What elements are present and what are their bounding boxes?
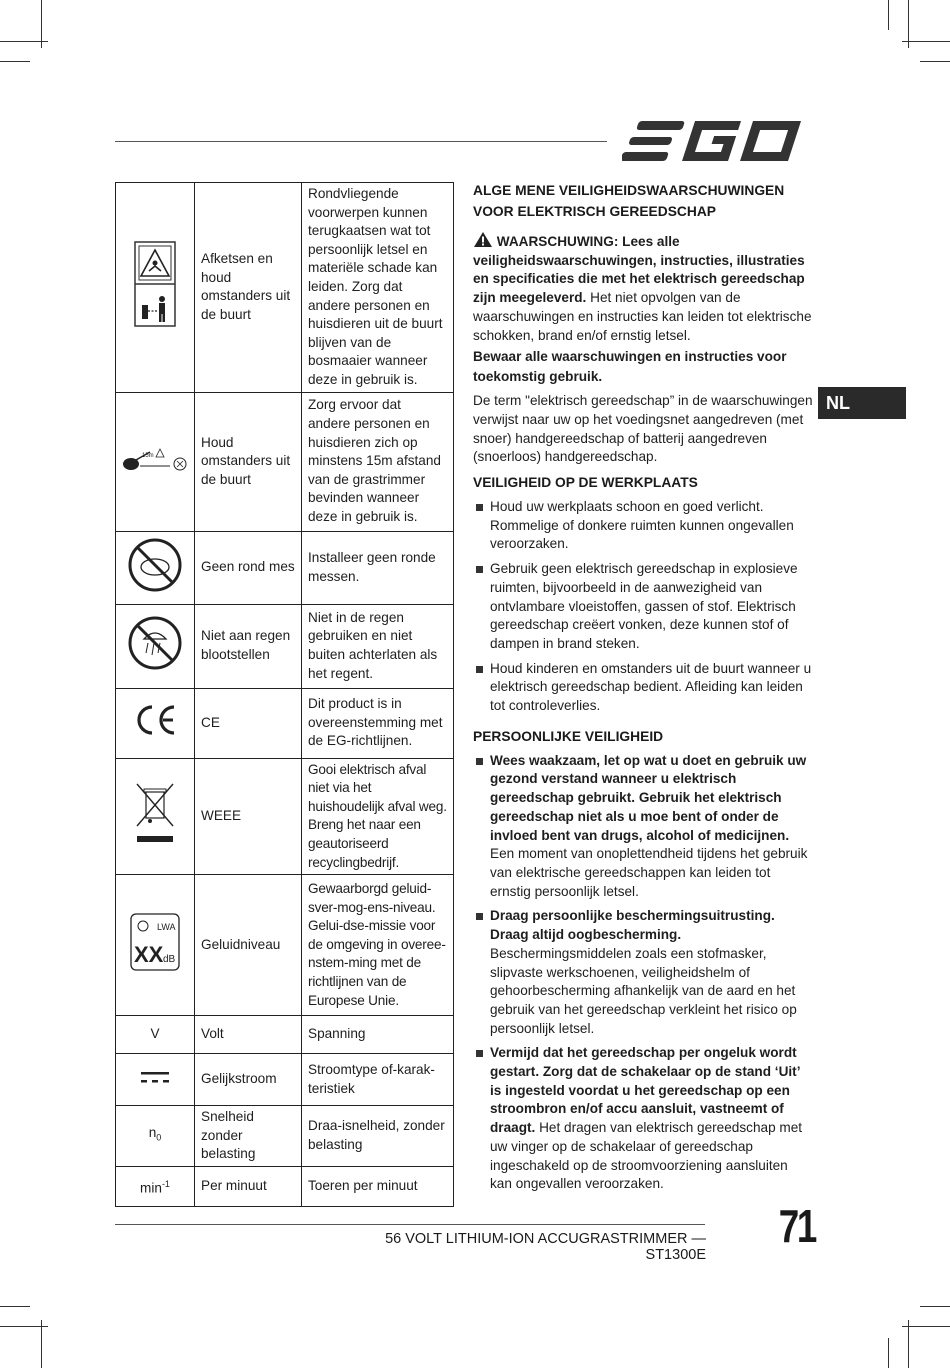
table-cell-name: Volt <box>195 1016 302 1054</box>
table-row <box>116 1054 454 1106</box>
list-item: Gebruik geen elektrisch gereedschap in explosieve ruimten, bijvoorbeeld in de aanwezigheid van ontvlambare vloeistoffen, gassen of stof. Elektrisch gereedschap creëert vonken, deze kunnen stof of dampen in brand steken. <box>473 560 813 654</box>
footer-title: 56 VOLT LITHIUM-ION ACCUGRASTRIMMER — ST1300E <box>385 1231 706 1263</box>
min-symbol: min <box>140 1180 162 1196</box>
table-row <box>116 1016 454 1054</box>
table-cell-desc: Gewaarborgd geluid-sver-mog-ens-niveau. Gelui-dse-missie voor de omgeving in overee-nstem-ming met de richtlijnen van de Europese Unie. <box>302 875 454 1016</box>
table-cell-icon: V <box>116 1016 195 1054</box>
page-number: 71 <box>778 1200 815 1252</box>
table-cell-icon <box>116 1166 195 1206</box>
table-row <box>116 604 454 688</box>
table-cell-desc: Dit product is in overeenstemming met de EG-richtlijnen. <box>302 688 454 758</box>
table-cell-desc: Rondvliegende voorwerpen kunnen terugkaatsen wat tot persoonlijk letsel en materiële schade kan leiden. Zorg dat andere personen en huisdieren uit de buurt blijven van de bosmaaier wanneer deze in gebruik is. <box>302 183 454 393</box>
crop-mark <box>902 41 950 42</box>
lwa-label: LWA <box>157 922 176 933</box>
symbol-table <box>115 182 454 1207</box>
sound-level-icon <box>130 913 180 971</box>
table-cell-icon <box>116 531 195 604</box>
table-row <box>116 758 454 875</box>
table-row <box>116 1106 454 1167</box>
table-cell-icon <box>116 875 195 1016</box>
list-item: Houd uw werkplaats schoon en goed verlicht. Rommelige of donkere ruimten kunnen ongevallen veroorzaken. <box>473 498 813 554</box>
table-cell-icon <box>116 1054 195 1106</box>
table-row <box>116 875 454 1016</box>
item-bold: Draag persoonlijke beschermingsuitrusting. Draag altijd oogbescherming. <box>490 908 775 943</box>
list-item <box>473 907 813 1038</box>
warning-bold: Lees alle veiligheidswaarschuwingen, instructies, illustraties en specificaties die met het elektrisch gereedschap zijn meegeleverd. <box>473 234 805 306</box>
sound-value: XX <box>134 942 164 968</box>
table-cell-desc: Draa-isnelheid, zonder belasting <box>302 1106 454 1167</box>
no-round-blade-icon <box>127 537 183 593</box>
table-cell-desc: Zorg ervoor dat andere personen en huisdieren zich op minstens 15m afstand van de grastrimmer bevinden wanneer deze in gebruik is. <box>302 392 454 531</box>
personal-list <box>473 752 813 1194</box>
term-paragraph: De term "elektrisch gereedschap” in de waarschuwingen verwijst naar uw op het voedingsnet aangedreven (met snoer) handgereedschap of batterij aangedreven (snoerloos) handgereedschap. <box>473 393 813 465</box>
table-cell-name: Gelijkstroom <box>195 1054 302 1106</box>
table-cell-icon <box>116 183 195 393</box>
distance-label: 15m <box>142 452 154 459</box>
crop-mark <box>908 1320 909 1368</box>
header-rule <box>115 141 607 142</box>
table-cell-icon <box>116 392 195 531</box>
direct-current-icon <box>141 1070 169 1084</box>
crop-mark <box>0 41 48 42</box>
right-column <box>473 180 813 1200</box>
table-cell-desc: Gooi elektrisch afval niet via het huishoudelijk afval weg. Breng het naar een geautoriseerd recyclingbedrijf. <box>302 758 454 875</box>
table-cell-name: CE <box>195 688 302 758</box>
table-cell-icon <box>116 1106 195 1167</box>
crop-mark <box>888 0 889 30</box>
thrown-objects-warning-icon <box>134 241 176 327</box>
crop-mark <box>920 61 950 62</box>
table-cell-name: Snelheid zonder belasting <box>195 1106 302 1167</box>
table-cell-desc: Toeren per minuut <box>302 1166 454 1206</box>
table-cell-name: Afketsen en houd omstanders uit de buurt <box>195 183 302 393</box>
min-superscript: -1 <box>161 1178 170 1189</box>
crop-mark <box>0 1326 48 1327</box>
table-cell-desc: Stroomtype of-karak-teristiek <box>302 1054 454 1106</box>
list-item: Houd kinderen en omstanders uit de buurt wanneer u elektrisch gereedschap bedient. Afleiding kan leiden tot controleverlies. <box>473 660 813 716</box>
item-rest: Een moment van onoplettendheid tijdens het gebruik van elektrische gereedschappen kan leiden tot ernstig persoonlijk letsel. <box>490 846 808 899</box>
crop-mark <box>920 1306 950 1307</box>
table-cell-name: Houd omstanders uit de buurt <box>195 392 302 531</box>
footer-rule <box>115 1224 705 1225</box>
language-tab: NL <box>818 387 906 419</box>
table-row <box>116 183 454 393</box>
workplace-list <box>473 498 813 716</box>
no-rain-icon <box>127 615 183 671</box>
table-row <box>116 531 454 604</box>
keep-distance-15m-icon <box>120 444 190 474</box>
db-unit: dB <box>163 954 176 966</box>
warning-label: WAARSCHUWING: <box>496 234 619 249</box>
table-cell-name: Niet aan regen blootstellen <box>195 604 302 688</box>
table-cell-icon <box>116 604 195 688</box>
warning-rest: Het niet opvolgen van de waarschuwingen en instructies kan leiden tot elektrische schokken, brand en/of ernstig letsel. <box>473 290 812 343</box>
list-item <box>473 1044 813 1194</box>
n0-subscript: 0 <box>156 1133 162 1144</box>
n0-symbol: n <box>148 1125 157 1141</box>
crop-mark <box>902 1326 950 1327</box>
table-cell-name: WEEE <box>195 758 302 875</box>
list-item <box>473 752 813 902</box>
section-heading: ALGE MENE VEILIGHEIDSWAARSCHUWINGEN VOOR ELEKTRISCH GEREEDSCHAP <box>473 183 785 219</box>
table-row <box>116 392 454 531</box>
crop-mark <box>41 1320 42 1368</box>
table-row <box>116 1166 454 1206</box>
item-rest: Het dragen van elektrisch gereedschap met uw vinger op de schakelaar of gereedschap ingeschakeld op de stroomvoorziening aansluiten kan ongevallen veroorzaken. <box>490 1120 803 1192</box>
ego-logo <box>622 118 810 164</box>
warning-paragraph <box>473 231 813 345</box>
crop-mark <box>0 61 30 62</box>
keep-instructions: Bewaar alle waarschuwingen en instructies voor toekomstig gebruik. <box>473 349 787 385</box>
section-heading: VEILIGHEID OP DE WERKPLAATS <box>473 475 698 491</box>
ce-mark-icon <box>133 704 177 736</box>
table-cell-name: Geluidniveau <box>195 875 302 1016</box>
item-rest: Beschermingsmiddelen zoals een stofmasker, slipvaste werkschoenen, veiligheidshelm of gehoorbescherming afhankelijk van de aard en het gebruik van het gereedschap verkleint het risico op persoonlijk letsel. <box>490 945 797 1036</box>
table-cell-name: Geen rond mes <box>195 531 302 604</box>
table-cell-desc: Niet in de regen gebruiken en niet buiten achterlaten als het regent. <box>302 604 454 688</box>
table-row <box>116 688 454 758</box>
crop-mark <box>888 1338 889 1368</box>
weee-bin-icon <box>133 782 177 846</box>
table-cell-name: Per minuut <box>195 1166 302 1206</box>
warning-triangle-icon <box>473 231 493 248</box>
item-bold: Vermijd dat het gereedschap per ongeluk wordt gestart. Zorg dat de schakelaar op de stand ‘Uit’ is ingesteld voordat u het gereedschap op een stroombron en/of accu aansluit, vastneemt of draagt. <box>490 1045 800 1136</box>
table-cell-icon <box>116 758 195 875</box>
table-cell-desc: Installeer geen ronde messen. <box>302 531 454 604</box>
table-cell-icon <box>116 688 195 758</box>
table-cell-desc: Spanning <box>302 1016 454 1054</box>
crop-mark <box>0 1306 30 1307</box>
section-heading: PERSOONLIJKE VEILIGHEID <box>473 728 664 744</box>
item-bold: Wees waakzaam, let op wat u doet en gebruik uw gezond verstand wanneer u elektrisch gereedschap gebruikt. Gebruik het elektrisch gereedschap niet als u moe bent of onder de invloed bent van drugs, alcohol of medicijnen. <box>490 752 807 843</box>
